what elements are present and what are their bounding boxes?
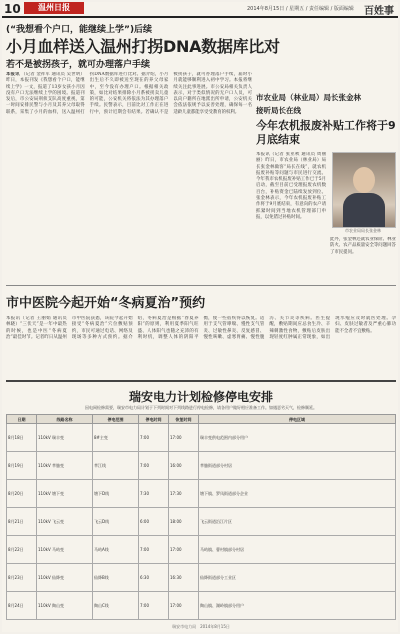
portrait-face	[353, 167, 375, 193]
table-cell: 仙降B线	[93, 564, 139, 592]
story1-subhead: 若不是被拐孩子，就可办理落户手续	[6, 60, 151, 70]
table-cell: 塘下D线	[93, 480, 139, 508]
table-cell: 110kV 飞云变	[37, 508, 93, 536]
table-row	[7, 508, 396, 536]
story2-headline: 市中医院今起开始“冬病夏治”预约	[6, 296, 206, 311]
table-cell: 7:00	[139, 424, 169, 452]
table-cell: 8#主变	[93, 424, 139, 452]
story-right-body2: 此外，张金林还就农业保险、林业防火、农产品质量安全等问题回答了市民提问。	[330, 237, 396, 255]
story1-headline: 小月血样送入温州打拐DNA数据库比对	[6, 37, 280, 56]
table-cell: 飞云街道沿江片区	[199, 508, 396, 536]
table-cell: 8月18日	[7, 424, 37, 452]
table-cell: 仙降街道部分工业区	[199, 564, 396, 592]
section-name: 百姓事	[364, 6, 394, 17]
table-cell: 陶山C线	[93, 592, 139, 620]
table-cell: 马屿A线	[93, 536, 139, 564]
table-cell: 110kV 瑞丰变	[37, 424, 93, 452]
table-cell: 110kV 仙降变	[37, 564, 93, 592]
table-cell: 7:00	[139, 592, 169, 620]
table-cell: 16:30	[169, 564, 199, 592]
story2-body: 本报讯（记者 王丽娟 通讯员 林晓）“三伏天”是一年中最热的时候，也是中医“冬病夏治”最佳时节。记者昨日从温州市中医院获悉，该院今起开始接受“冬病夏治”穴位敷贴预约，市民可通过电话、网络及现场等多种方式预约。据介绍，冬病夏治是根据“春夏养阳”的原则，利用夏季阳气旺盛、人体阳气也随之充沛的有利时机，调整人体的阴阳平衡，使一些宿疾得以恢复。适用于支气管哮喘、慢性支气管炎、过敏性鼻炎、反复感冒、慢性咳嗽、虚寒胃痛、慢性腹泻、关节炎等疾病。医生提醒，敷贴期间应忌食生冷、辛辣刺激性食物，敷贴后皮肤出现轻度红肿属正常现象，如出现水疱应及时就医处理。孕妇、皮肤过敏者及严重心肺功能不全者不宜敷贴。	[6, 316, 396, 340]
table-cell: 110kV 塘下变	[37, 480, 93, 508]
story1-kicker: (“我想看个户口，能继续上学”)后续	[6, 25, 153, 35]
header-cell: 停电时间	[139, 415, 169, 424]
portrait-body	[343, 193, 385, 227]
outage-table	[6, 414, 396, 620]
story1-body	[6, 72, 252, 272]
dateline: 2014年8月15日 / 星期五 / 责任编辑 / 版面编辑	[247, 6, 354, 12]
table-cell: 塘下镇、罗凤街道部分企业	[199, 480, 396, 508]
table-cell: 17:00	[169, 424, 199, 452]
table-row	[7, 536, 396, 564]
table-cell: 110kV 马屿变	[37, 536, 93, 564]
table-cell: 7:00	[139, 452, 169, 480]
table-cell: 16:00	[169, 452, 199, 480]
outage-intro: 因电网检修需要，瑞安市电力局计划于下列时间对下列线路进行停电检修，请各用户做好相应准备工作。如遇恶劣天气，检修顺延。	[85, 405, 317, 410]
table-cell: 17:30	[169, 480, 199, 508]
header-cell: 恢复时间	[169, 415, 199, 424]
story1-byline: 本报讯	[6, 72, 20, 77]
masthead	[2, 2, 398, 18]
story1-text: （记者 金祥军 通讯员 吴世明）昨日，本报刊发《我想看个户口，能继续上学》一文，报道了13岁女孩小月因没有户口无法继续上学的困境。报道刊发后，市公安局刑侦支队高度重视，第一时间安排民警与小月及其养父母取得联系，采集了小月的血样，送入温州打拐DNA数据库进行比对。据介绍，小月出生后不久即被送至现在的养父母家中，至今没有办理户口。根据相关政策，如比对结果排除小月系被拐卖儿童的可能，公安机关将依法为其办理落户手续。民警表示，目前比对工作正在进行中，预计近期会有结果。若确认不是被拐孩子，就可办理落户手续，届时小月就能够顺利进入初中学习。本报将继续关注此事进展。市公安局相关负责人表示，对于类似情况的无户口人员，可以向户籍所在地派出所申请，公安机关会依法依规予以妥善处理，确保每一名适龄儿童都能享受受教育的权利。	[6, 72, 252, 115]
table-row	[7, 592, 396, 620]
table-cell: 8月19日	[7, 452, 37, 480]
section-divider-2	[6, 380, 396, 382]
paper-name: 温州日报	[24, 2, 84, 14]
table-cell: 马屿镇、曹村镇部分村居	[199, 536, 396, 564]
table-cell: 飞云D线	[93, 508, 139, 536]
table-cell: 8月23日	[7, 564, 37, 592]
table-row	[7, 452, 396, 480]
outage-header-row	[7, 415, 396, 424]
table-row	[7, 424, 396, 452]
table-cell: 瑞丰变供电范围内部分用户	[199, 424, 396, 452]
table-cell: 6:30	[139, 564, 169, 592]
outage-headline: 瑞安电力计划检修停电安排	[128, 390, 273, 404]
table-cell: 莘江线	[93, 452, 139, 480]
table-row	[7, 480, 396, 508]
table-row	[7, 564, 396, 592]
table-cell: 7:30	[139, 480, 169, 508]
photo-caption: 市农业局局长张金林	[345, 228, 381, 233]
header-cell: 停电区域	[199, 415, 396, 424]
table-cell: 7:00	[139, 536, 169, 564]
header-cell: 停电范围	[93, 415, 139, 424]
story-right-kicker2: 接听局长在线	[256, 106, 301, 115]
table-cell: 6:00	[139, 508, 169, 536]
page-number: 10	[4, 2, 21, 16]
table-cell: 8月20日	[7, 480, 37, 508]
header-cell: 日期	[7, 415, 37, 424]
story-right-body: 本报讯（记者 张亚秋 通讯员 周丽丽）昨日，市农业局（林业局）局长张金林做客“局长在线”，就农机报废补贴等问题与市民进行交流。今年我市农机报废补贴工作已于5月启动，截至目前已受理报废农机数百台，补贴资金已陆续发放到位。张金林表示，今年农机报废补贴工作将于9月底结束，有意向的农户请抓紧时间到当地农机管理部门申报，以免错过补贴时间。	[256, 152, 326, 220]
table-cell: 18:00	[169, 508, 199, 536]
table-cell: 17:00	[169, 592, 199, 620]
table-cell: 110kV 莘塍变	[37, 452, 93, 480]
table-cell: 110kV 陶山变	[37, 592, 93, 620]
table-cell: 17:00	[169, 536, 199, 564]
outage-footer: 瑞安市电力局 2014年8月15日	[172, 624, 230, 629]
header-cell: 线路名称	[37, 415, 93, 424]
newspaper-page	[2, 2, 398, 632]
table-cell: 8月24日	[7, 592, 37, 620]
table-cell: 陶山镇、湖岭镇部分用户	[199, 592, 396, 620]
story-right-kicker1: 市农业局（林业局）局长张金林	[256, 93, 361, 102]
story-right	[256, 92, 396, 278]
story-right-headline: 今年农机报废补贴工作将于9月底结束	[256, 119, 396, 146]
section-divider	[6, 285, 396, 286]
table-cell: 8月22日	[7, 536, 37, 564]
table-cell: 莘塍街道部分村居	[199, 452, 396, 480]
portrait-photo	[332, 152, 396, 228]
table-cell: 8月21日	[7, 508, 37, 536]
